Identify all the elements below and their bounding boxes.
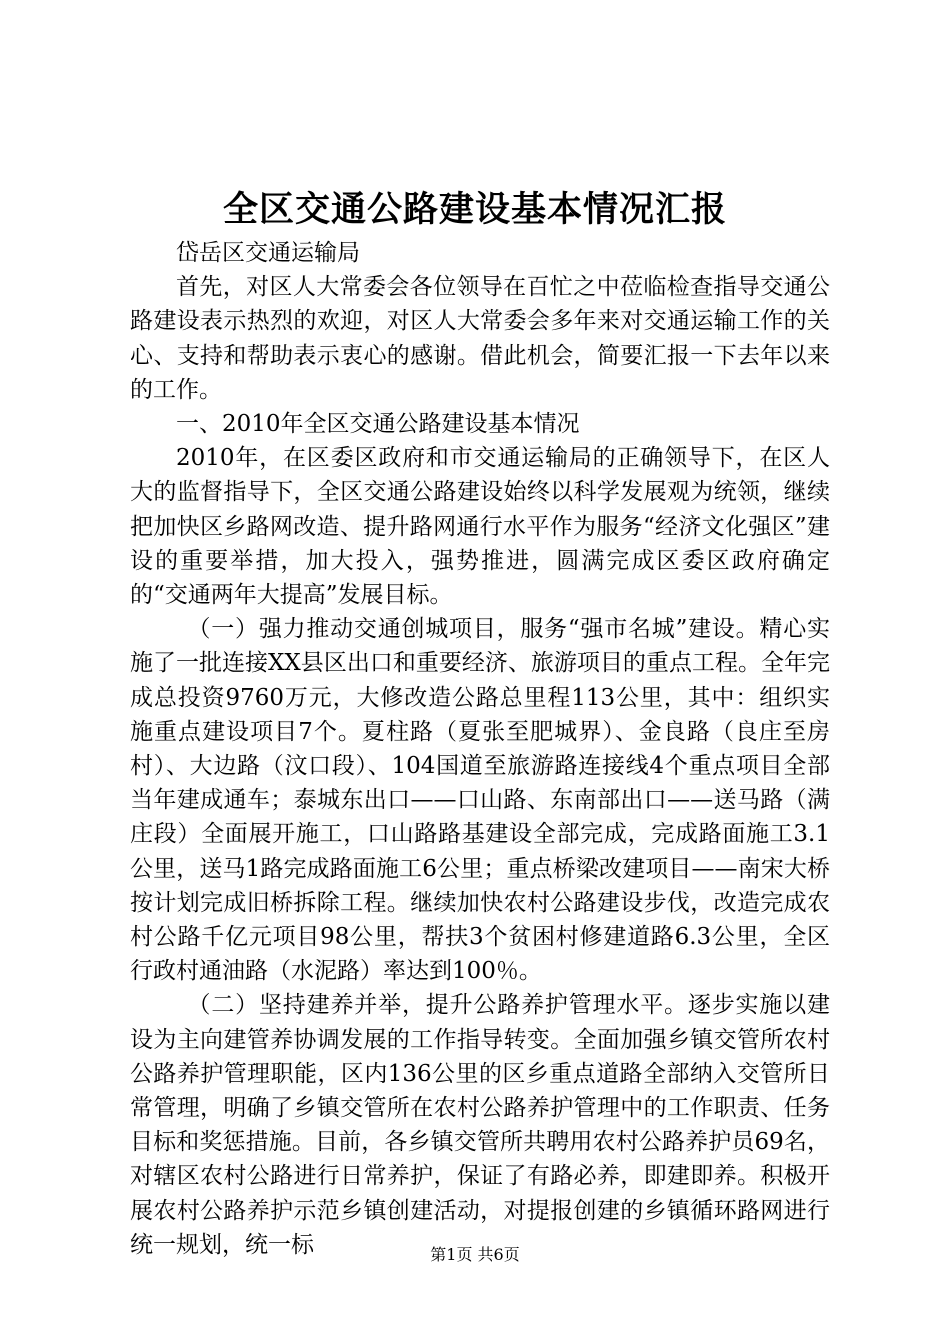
author-line: 岱岳区交通运输局 <box>176 240 360 266</box>
document-title: 全区交通公路建设基本情况汇报 <box>222 189 727 230</box>
page-number: 第1页 共6页 <box>430 1245 520 1264</box>
section-heading: 一、2010年全区交通公路建设基本情况 <box>176 411 580 438</box>
document-body <box>130 236 830 1262</box>
paragraph-intro: 首先，对区人大常委会各位领导在百忙之中莅临检查指导交通公路建设表示热烈的欢迎，对区人大常委会多年来对交通运输工作的关心、支持和帮助表示衷心的感谢。借此机会，简要汇报一下去年以来的工作。 <box>130 274 830 403</box>
paragraph-overview: 2010年，在区委区政府和市交通运输局的正确领导下，在区人大的监督指导下，全区交通公路建设始终以科学发展观为统领，继续把加快区乡路网改造、提升路网通行水平作为服务“经济文化强区”建设的重要举措，加大投入，强势推进，圆满完成区委区政府确定的“交通两年大提高”发展目标。 <box>130 445 830 609</box>
paragraph-subsection-1: （一）强力推动交通创城项目，服务“强市名城”建设。精心实施了一批连接XX县区出口和重要经济、旅游项目的重点工程。全年完成总投资9760万元，大修改造公路总里程113公里，其中：组织实施重点建设项目7个。夏柱路（夏张至肥城界）、金良路（良庄至房村）、大边路（汶口段）、104国道至旅游路连接线4个重点项目全部当年建成通车；泰城东出口——口山路、东南部出口——送马路（满庄段）全面展开施工，口山路路基建设全部完成，完成路面施工3.1公里，送马1路完成路面施工6公里；重点桥梁改建项目——南宋大桥按计划完成旧桥拆除工程。继续加快农村公路建设步伐，改造完成农村公路千亿元项目98公里，帮扶3个贫困村修建道路6.3公里，全区行政村通油路（水泥路）率达到100％。 <box>130 616 830 985</box>
paragraph-subsection-2: （二）坚持建养并举，提升公路养护管理水平。逐步实施以建设为主向建管养协调发展的工作指导转变。全面加强乡镇交管所农村公路养护管理职能，区内136公里的区乡重点道路全部纳入交管所日常管理，明确了乡镇交管所在农村公路养护管理中的工作职责、任务目标和奖惩措施。目前，各乡镇交管所共聘用农村公路养护员69名，对辖区农村公路进行日常养护，保证了有路必养，即建即养。积极开展农村公路养护示范乡镇创建活动，对提报创建的乡镇循环路网进行统一规划，统一标 <box>130 992 830 1258</box>
